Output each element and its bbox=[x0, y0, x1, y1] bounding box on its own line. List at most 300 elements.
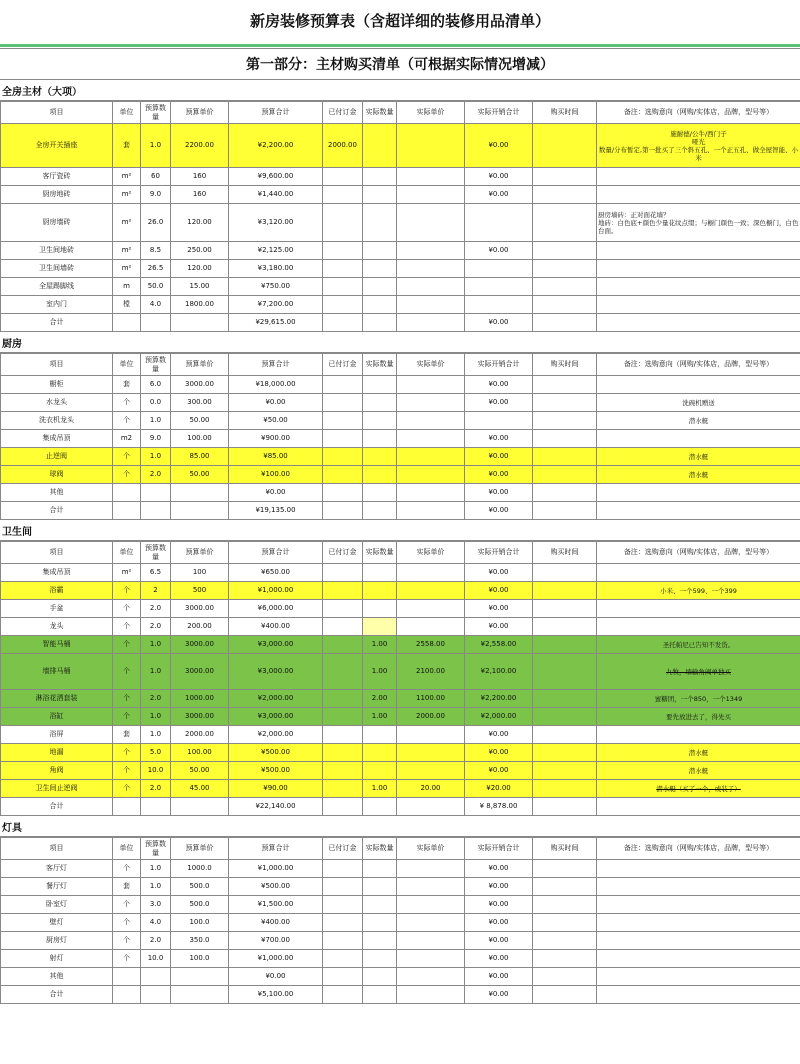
cell-purchase-time[interactable] bbox=[533, 600, 597, 618]
cell-actual-qty[interactable] bbox=[363, 744, 397, 762]
cell-unit[interactable]: 个 bbox=[113, 932, 141, 950]
cell-note[interactable] bbox=[597, 278, 800, 296]
cell-item[interactable]: 合计 bbox=[1, 798, 113, 816]
cell-actual-qty[interactable]: 1.00 bbox=[363, 636, 397, 654]
cell-actual-price[interactable] bbox=[397, 260, 465, 278]
cell-budget-price[interactable]: 3000.00 bbox=[171, 376, 229, 394]
cell-actual-price[interactable] bbox=[397, 950, 465, 968]
cell-actual-total[interactable]: ¥0.00 bbox=[465, 878, 533, 896]
cell-actual-total[interactable]: ¥0.00 bbox=[465, 564, 533, 582]
cell-item[interactable]: 墙排马桶 bbox=[1, 654, 113, 690]
cell-unit[interactable]: 个 bbox=[113, 636, 141, 654]
cell-unit[interactable]: 个 bbox=[113, 914, 141, 932]
cell-unit[interactable]: 个 bbox=[113, 582, 141, 600]
cell-actual-total[interactable]: ¥0.00 bbox=[465, 502, 533, 520]
cell-budget-price[interactable]: 500.0 bbox=[171, 896, 229, 914]
cell-actual-total[interactable]: ¥2,200.00 bbox=[465, 690, 533, 708]
cell-actual-qty[interactable] bbox=[363, 502, 397, 520]
cell-note[interactable] bbox=[597, 600, 800, 618]
cell-unit[interactable]: m² bbox=[113, 168, 141, 186]
cell-budget-qty[interactable]: 8.5 bbox=[141, 242, 171, 260]
cell-actual-total[interactable]: ¥0.00 bbox=[465, 168, 533, 186]
cell-deposit[interactable] bbox=[323, 260, 363, 278]
cell-budget-price[interactable] bbox=[171, 314, 229, 332]
cell-item[interactable]: 橱柜 bbox=[1, 376, 113, 394]
cell-item[interactable]: 射灯 bbox=[1, 950, 113, 968]
cell-unit[interactable]: 个 bbox=[113, 950, 141, 968]
cell-purchase-time[interactable] bbox=[533, 314, 597, 332]
cell-unit[interactable]: 个 bbox=[113, 690, 141, 708]
cell-actual-total[interactable]: ¥0.00 bbox=[465, 932, 533, 950]
cell-item[interactable]: 集成吊顶 bbox=[1, 564, 113, 582]
cell-budget-qty[interactable]: 9.0 bbox=[141, 430, 171, 448]
cell-actual-qty[interactable] bbox=[363, 950, 397, 968]
cell-budget-qty[interactable]: 2.0 bbox=[141, 618, 171, 636]
cell-purchase-time[interactable] bbox=[533, 582, 597, 600]
cell-actual-qty[interactable] bbox=[363, 914, 397, 932]
cell-unit[interactable]: 樘 bbox=[113, 296, 141, 314]
cell-actual-price[interactable] bbox=[397, 448, 465, 466]
cell-actual-total[interactable]: ¥0.00 bbox=[465, 466, 533, 484]
cell-item[interactable]: 室内门 bbox=[1, 296, 113, 314]
cell-actual-qty[interactable] bbox=[363, 798, 397, 816]
cell-actual-qty[interactable] bbox=[363, 430, 397, 448]
cell-budget-total[interactable]: ¥0.00 bbox=[229, 484, 323, 502]
cell-note[interactable] bbox=[597, 986, 800, 1004]
cell-deposit[interactable] bbox=[323, 932, 363, 950]
cell-purchase-time[interactable] bbox=[533, 448, 597, 466]
cell-actual-qty[interactable]: 1.00 bbox=[363, 708, 397, 726]
cell-actual-price[interactable] bbox=[397, 744, 465, 762]
cell-purchase-time[interactable] bbox=[533, 278, 597, 296]
cell-budget-total[interactable]: ¥1,000.00 bbox=[229, 582, 323, 600]
cell-item[interactable]: 厨房墙砖 bbox=[1, 204, 113, 242]
cell-budget-qty[interactable]: 10.0 bbox=[141, 762, 171, 780]
cell-budget-qty[interactable]: 6.0 bbox=[141, 376, 171, 394]
cell-item[interactable]: 水龙头 bbox=[1, 394, 113, 412]
cell-budget-price[interactable]: 45.00 bbox=[171, 780, 229, 798]
cell-actual-price[interactable] bbox=[397, 168, 465, 186]
cell-budget-price[interactable]: 100 bbox=[171, 564, 229, 582]
cell-unit[interactable] bbox=[113, 484, 141, 502]
cell-unit[interactable]: m² bbox=[113, 186, 141, 204]
cell-actual-total[interactable] bbox=[465, 296, 533, 314]
cell-item[interactable]: 壁灯 bbox=[1, 914, 113, 932]
cell-deposit[interactable] bbox=[323, 314, 363, 332]
cell-budget-qty[interactable]: 1.0 bbox=[141, 654, 171, 690]
cell-budget-qty[interactable]: 0.0 bbox=[141, 394, 171, 412]
cell-actual-total[interactable]: ¥ 8,878.00 bbox=[465, 798, 533, 816]
cell-actual-qty[interactable] bbox=[363, 376, 397, 394]
cell-budget-total[interactable]: ¥6,000.00 bbox=[229, 600, 323, 618]
cell-budget-price[interactable]: 160 bbox=[171, 186, 229, 204]
cell-budget-total[interactable]: ¥18,000.00 bbox=[229, 376, 323, 394]
cell-unit[interactable]: 套 bbox=[113, 726, 141, 744]
cell-budget-total[interactable]: ¥700.00 bbox=[229, 932, 323, 950]
cell-budget-qty[interactable]: 1.0 bbox=[141, 708, 171, 726]
cell-purchase-time[interactable] bbox=[533, 168, 597, 186]
cell-purchase-time[interactable] bbox=[533, 564, 597, 582]
cell-actual-price[interactable]: 20.00 bbox=[397, 780, 465, 798]
cell-deposit[interactable] bbox=[323, 896, 363, 914]
cell-purchase-time[interactable] bbox=[533, 260, 597, 278]
cell-budget-total[interactable]: ¥3,000.00 bbox=[229, 654, 323, 690]
cell-item[interactable]: 厨房灯 bbox=[1, 932, 113, 950]
cell-actual-total[interactable] bbox=[465, 260, 533, 278]
cell-actual-total[interactable] bbox=[465, 204, 533, 242]
cell-purchase-time[interactable] bbox=[533, 242, 597, 260]
cell-deposit[interactable] bbox=[323, 986, 363, 1004]
cell-budget-qty[interactable]: 2.0 bbox=[141, 600, 171, 618]
cell-unit[interactable]: m2 bbox=[113, 430, 141, 448]
cell-budget-total[interactable]: ¥500.00 bbox=[229, 744, 323, 762]
cell-deposit[interactable]: 2000.00 bbox=[323, 124, 363, 168]
cell-budget-price[interactable] bbox=[171, 798, 229, 816]
cell-deposit[interactable] bbox=[323, 466, 363, 484]
cell-budget-price[interactable]: 15.00 bbox=[171, 278, 229, 296]
cell-item[interactable]: 龙头 bbox=[1, 618, 113, 636]
cell-budget-qty[interactable]: 3.0 bbox=[141, 896, 171, 914]
cell-budget-qty[interactable]: 5.0 bbox=[141, 744, 171, 762]
cell-actual-total[interactable]: ¥0.00 bbox=[465, 600, 533, 618]
cell-purchase-time[interactable] bbox=[533, 968, 597, 986]
cell-note[interactable]: 蜜糖团，一个850，一个1349 bbox=[597, 690, 800, 708]
cell-budget-total[interactable]: ¥50.00 bbox=[229, 412, 323, 430]
cell-budget-qty[interactable] bbox=[141, 502, 171, 520]
cell-budget-total[interactable]: ¥500.00 bbox=[229, 762, 323, 780]
cell-actual-total[interactable] bbox=[465, 278, 533, 296]
cell-budget-total[interactable]: ¥100.00 bbox=[229, 466, 323, 484]
cell-budget-qty[interactable] bbox=[141, 798, 171, 816]
cell-actual-price[interactable] bbox=[397, 124, 465, 168]
cell-item[interactable]: 合计 bbox=[1, 986, 113, 1004]
cell-note[interactable] bbox=[597, 726, 800, 744]
cell-unit[interactable]: 个 bbox=[113, 412, 141, 430]
cell-purchase-time[interactable] bbox=[533, 484, 597, 502]
cell-purchase-time[interactable] bbox=[533, 502, 597, 520]
cell-note[interactable] bbox=[597, 314, 800, 332]
cell-budget-qty[interactable]: 1.0 bbox=[141, 878, 171, 896]
cell-note[interactable] bbox=[597, 950, 800, 968]
cell-item[interactable]: 厨房地砖 bbox=[1, 186, 113, 204]
cell-budget-total[interactable]: ¥2,000.00 bbox=[229, 690, 323, 708]
cell-purchase-time[interactable] bbox=[533, 618, 597, 636]
cell-item[interactable]: 卫生间止逆阀 bbox=[1, 780, 113, 798]
cell-budget-qty[interactable]: 2.0 bbox=[141, 932, 171, 950]
cell-budget-price[interactable]: 85.00 bbox=[171, 448, 229, 466]
cell-actual-price[interactable] bbox=[397, 430, 465, 448]
cell-actual-qty[interactable] bbox=[363, 618, 397, 636]
cell-budget-price[interactable] bbox=[171, 968, 229, 986]
cell-purchase-time[interactable] bbox=[533, 896, 597, 914]
cell-unit[interactable]: 套 bbox=[113, 878, 141, 896]
cell-actual-total[interactable]: ¥2,000.00 bbox=[465, 708, 533, 726]
cell-note[interactable] bbox=[597, 968, 800, 986]
cell-budget-qty[interactable]: 2.0 bbox=[141, 780, 171, 798]
cell-purchase-time[interactable] bbox=[533, 726, 597, 744]
cell-actual-qty[interactable]: 1.00 bbox=[363, 654, 397, 690]
cell-budget-qty[interactable]: 4.0 bbox=[141, 296, 171, 314]
cell-deposit[interactable] bbox=[323, 186, 363, 204]
cell-budget-qty[interactable] bbox=[141, 314, 171, 332]
cell-unit[interactable]: 个 bbox=[113, 448, 141, 466]
cell-purchase-time[interactable] bbox=[533, 394, 597, 412]
cell-budget-total[interactable]: ¥7,200.00 bbox=[229, 296, 323, 314]
cell-actual-total[interactable]: ¥2,100.00 bbox=[465, 654, 533, 690]
cell-actual-total[interactable]: ¥0.00 bbox=[465, 394, 533, 412]
cell-actual-qty[interactable] bbox=[363, 168, 397, 186]
cell-budget-qty[interactable]: 26.5 bbox=[141, 260, 171, 278]
cell-actual-price[interactable]: 2558.00 bbox=[397, 636, 465, 654]
cell-deposit[interactable] bbox=[323, 726, 363, 744]
cell-budget-price[interactable]: 1000.00 bbox=[171, 690, 229, 708]
cell-budget-total[interactable]: ¥900.00 bbox=[229, 430, 323, 448]
cell-unit[interactable]: m² bbox=[113, 242, 141, 260]
cell-actual-price[interactable] bbox=[397, 618, 465, 636]
cell-purchase-time[interactable] bbox=[533, 798, 597, 816]
cell-note[interactable]: 洗碗机赠送 bbox=[597, 394, 800, 412]
cell-budget-total[interactable]: ¥2,200.00 bbox=[229, 124, 323, 168]
cell-actual-price[interactable]: 2000.00 bbox=[397, 708, 465, 726]
cell-purchase-time[interactable] bbox=[533, 466, 597, 484]
cell-actual-qty[interactable] bbox=[363, 582, 397, 600]
cell-deposit[interactable] bbox=[323, 600, 363, 618]
cell-purchase-time[interactable] bbox=[533, 636, 597, 654]
cell-actual-price[interactable] bbox=[397, 762, 465, 780]
cell-actual-qty[interactable] bbox=[363, 986, 397, 1004]
cell-actual-qty[interactable] bbox=[363, 204, 397, 242]
cell-purchase-time[interactable] bbox=[533, 376, 597, 394]
cell-budget-total[interactable]: ¥19,135.00 bbox=[229, 502, 323, 520]
cell-budget-price[interactable]: 350.0 bbox=[171, 932, 229, 950]
cell-actual-qty[interactable] bbox=[363, 896, 397, 914]
cell-actual-price[interactable] bbox=[397, 278, 465, 296]
cell-actual-price[interactable] bbox=[397, 204, 465, 242]
cell-actual-total[interactable]: ¥0.00 bbox=[465, 242, 533, 260]
cell-note[interactable]: 潜水艇 bbox=[597, 448, 800, 466]
cell-budget-qty[interactable]: 9.0 bbox=[141, 186, 171, 204]
cell-item[interactable]: 手盆 bbox=[1, 600, 113, 618]
cell-item[interactable]: 淋浴花洒套装 bbox=[1, 690, 113, 708]
cell-purchase-time[interactable] bbox=[533, 986, 597, 1004]
cell-actual-price[interactable] bbox=[397, 394, 465, 412]
cell-actual-price[interactable] bbox=[397, 242, 465, 260]
cell-deposit[interactable] bbox=[323, 636, 363, 654]
cell-deposit[interactable] bbox=[323, 762, 363, 780]
cell-budget-qty[interactable]: 1.0 bbox=[141, 448, 171, 466]
cell-unit[interactable]: 个 bbox=[113, 762, 141, 780]
cell-budget-price[interactable]: 3000.00 bbox=[171, 600, 229, 618]
cell-budget-total[interactable]: ¥85.00 bbox=[229, 448, 323, 466]
cell-budget-qty[interactable]: 1.0 bbox=[141, 636, 171, 654]
cell-actual-total[interactable]: ¥0.00 bbox=[465, 762, 533, 780]
cell-unit[interactable]: 个 bbox=[113, 466, 141, 484]
cell-actual-qty[interactable] bbox=[363, 484, 397, 502]
cell-budget-price[interactable]: 120.00 bbox=[171, 260, 229, 278]
cell-budget-total[interactable]: ¥9,600.00 bbox=[229, 168, 323, 186]
cell-budget-price[interactable]: 1800.00 bbox=[171, 296, 229, 314]
cell-deposit[interactable] bbox=[323, 394, 363, 412]
cell-budget-price[interactable]: 120.00 bbox=[171, 204, 229, 242]
cell-actual-price[interactable] bbox=[397, 296, 465, 314]
cell-budget-total[interactable]: ¥1,440.00 bbox=[229, 186, 323, 204]
cell-note[interactable] bbox=[597, 296, 800, 314]
cell-item[interactable]: 卫生间墙砖 bbox=[1, 260, 113, 278]
cell-deposit[interactable] bbox=[323, 278, 363, 296]
cell-note[interactable]: 圣托帕尼已告知不发货。 bbox=[597, 636, 800, 654]
cell-note[interactable]: 潜水艇 bbox=[597, 762, 800, 780]
cell-deposit[interactable] bbox=[323, 914, 363, 932]
cell-budget-price[interactable] bbox=[171, 502, 229, 520]
cell-deposit[interactable] bbox=[323, 654, 363, 690]
cell-actual-total[interactable]: ¥0.00 bbox=[465, 376, 533, 394]
cell-note[interactable]: 九牧，墙输角阀单独买 bbox=[597, 654, 800, 690]
cell-deposit[interactable] bbox=[323, 950, 363, 968]
cell-actual-total[interactable]: ¥0.00 bbox=[465, 124, 533, 168]
cell-budget-price[interactable]: 200.00 bbox=[171, 618, 229, 636]
cell-budget-qty[interactable]: 6.5 bbox=[141, 564, 171, 582]
cell-budget-qty[interactable]: 1.0 bbox=[141, 726, 171, 744]
cell-actual-qty[interactable] bbox=[363, 466, 397, 484]
cell-actual-qty[interactable] bbox=[363, 412, 397, 430]
cell-actual-qty[interactable] bbox=[363, 186, 397, 204]
cell-deposit[interactable] bbox=[323, 708, 363, 726]
cell-budget-qty[interactable]: 2.0 bbox=[141, 466, 171, 484]
cell-budget-total[interactable]: ¥400.00 bbox=[229, 618, 323, 636]
cell-deposit[interactable] bbox=[323, 690, 363, 708]
cell-note[interactable]: 潜水艇 bbox=[597, 412, 800, 430]
cell-budget-price[interactable]: 100.00 bbox=[171, 430, 229, 448]
cell-note[interactable] bbox=[597, 860, 800, 878]
cell-budget-price[interactable] bbox=[171, 484, 229, 502]
cell-actual-total[interactable] bbox=[465, 412, 533, 430]
cell-budget-price[interactable]: 300.00 bbox=[171, 394, 229, 412]
cell-budget-price[interactable]: 160 bbox=[171, 168, 229, 186]
cell-budget-price[interactable]: 3000.00 bbox=[171, 708, 229, 726]
cell-unit[interactable] bbox=[113, 314, 141, 332]
cell-actual-qty[interactable] bbox=[363, 278, 397, 296]
cell-note[interactable]: 潜水艇（买了一个，或装了） bbox=[597, 780, 800, 798]
cell-item[interactable]: 角阀 bbox=[1, 762, 113, 780]
cell-actual-total[interactable]: ¥0.00 bbox=[465, 744, 533, 762]
cell-deposit[interactable] bbox=[323, 430, 363, 448]
cell-actual-price[interactable]: 2100.00 bbox=[397, 654, 465, 690]
cell-actual-total[interactable]: ¥0.00 bbox=[465, 896, 533, 914]
cell-actual-total[interactable]: ¥2,558.00 bbox=[465, 636, 533, 654]
cell-deposit[interactable] bbox=[323, 564, 363, 582]
cell-actual-total[interactable]: ¥0.00 bbox=[465, 314, 533, 332]
cell-actual-price[interactable] bbox=[397, 726, 465, 744]
cell-item[interactable]: 其他 bbox=[1, 484, 113, 502]
cell-actual-price[interactable] bbox=[397, 186, 465, 204]
cell-item[interactable]: 智能马桶 bbox=[1, 636, 113, 654]
cell-item[interactable]: 浴霸 bbox=[1, 582, 113, 600]
cell-actual-total[interactable]: ¥0.00 bbox=[465, 950, 533, 968]
cell-unit[interactable]: 个 bbox=[113, 394, 141, 412]
cell-note[interactable] bbox=[597, 878, 800, 896]
cell-budget-qty[interactable]: 1.0 bbox=[141, 860, 171, 878]
cell-item[interactable]: 地漏 bbox=[1, 744, 113, 762]
cell-budget-price[interactable]: 250.00 bbox=[171, 242, 229, 260]
cell-deposit[interactable] bbox=[323, 204, 363, 242]
cell-actual-price[interactable] bbox=[397, 878, 465, 896]
cell-budget-qty[interactable]: 2 bbox=[141, 582, 171, 600]
cell-item[interactable]: 其他 bbox=[1, 968, 113, 986]
cell-budget-price[interactable]: 50.00 bbox=[171, 466, 229, 484]
cell-purchase-time[interactable] bbox=[533, 690, 597, 708]
cell-budget-qty[interactable]: 1.0 bbox=[141, 124, 171, 168]
cell-purchase-time[interactable] bbox=[533, 186, 597, 204]
cell-note[interactable]: 小米、一个599、一个399 bbox=[597, 582, 800, 600]
cell-budget-price[interactable]: 3000.00 bbox=[171, 654, 229, 690]
cell-budget-total[interactable]: ¥0.00 bbox=[229, 968, 323, 986]
cell-actual-price[interactable] bbox=[397, 860, 465, 878]
cell-unit[interactable]: m² bbox=[113, 204, 141, 242]
cell-deposit[interactable] bbox=[323, 168, 363, 186]
cell-purchase-time[interactable] bbox=[533, 744, 597, 762]
cell-actual-total[interactable]: ¥0.00 bbox=[465, 430, 533, 448]
cell-budget-total[interactable]: ¥3,180.00 bbox=[229, 260, 323, 278]
cell-deposit[interactable] bbox=[323, 296, 363, 314]
cell-deposit[interactable] bbox=[323, 448, 363, 466]
cell-budget-price[interactable]: 100.00 bbox=[171, 744, 229, 762]
cell-actual-qty[interactable] bbox=[363, 260, 397, 278]
cell-unit[interactable]: m bbox=[113, 278, 141, 296]
cell-unit[interactable]: 个 bbox=[113, 600, 141, 618]
cell-item[interactable]: 合计 bbox=[1, 314, 113, 332]
cell-note[interactable]: 潜水艇 bbox=[597, 744, 800, 762]
cell-actual-qty[interactable] bbox=[363, 448, 397, 466]
cell-deposit[interactable] bbox=[323, 860, 363, 878]
cell-deposit[interactable] bbox=[323, 744, 363, 762]
cell-actual-total[interactable]: ¥0.00 bbox=[465, 448, 533, 466]
cell-actual-qty[interactable] bbox=[363, 860, 397, 878]
cell-deposit[interactable] bbox=[323, 242, 363, 260]
cell-actual-total[interactable]: ¥0.00 bbox=[465, 186, 533, 204]
cell-actual-price[interactable]: 1100.00 bbox=[397, 690, 465, 708]
cell-budget-price[interactable]: 1000.0 bbox=[171, 860, 229, 878]
cell-deposit[interactable] bbox=[323, 376, 363, 394]
cell-item[interactable]: 洗衣机龙头 bbox=[1, 412, 113, 430]
cell-budget-price[interactable]: 50.00 bbox=[171, 412, 229, 430]
cell-unit[interactable] bbox=[113, 798, 141, 816]
cell-note[interactable] bbox=[597, 430, 800, 448]
cell-actual-price[interactable] bbox=[397, 412, 465, 430]
cell-budget-total[interactable]: ¥750.00 bbox=[229, 278, 323, 296]
cell-actual-price[interactable] bbox=[397, 932, 465, 950]
cell-purchase-time[interactable] bbox=[533, 860, 597, 878]
cell-note[interactable] bbox=[597, 260, 800, 278]
cell-unit[interactable]: 个 bbox=[113, 780, 141, 798]
cell-item[interactable]: 浴缸 bbox=[1, 708, 113, 726]
cell-actual-total[interactable]: ¥0.00 bbox=[465, 968, 533, 986]
cell-note[interactable] bbox=[597, 186, 800, 204]
cell-budget-total[interactable]: ¥0.00 bbox=[229, 394, 323, 412]
cell-note[interactable] bbox=[597, 932, 800, 950]
cell-budget-total[interactable]: ¥90.00 bbox=[229, 780, 323, 798]
cell-actual-total[interactable]: ¥0.00 bbox=[465, 860, 533, 878]
cell-item[interactable]: 全房开关插座 bbox=[1, 124, 113, 168]
cell-actual-price[interactable] bbox=[397, 502, 465, 520]
cell-budget-price[interactable]: 2000.00 bbox=[171, 726, 229, 744]
cell-actual-qty[interactable] bbox=[363, 600, 397, 618]
cell-actual-qty[interactable]: 2.00 bbox=[363, 690, 397, 708]
cell-deposit[interactable] bbox=[323, 412, 363, 430]
cell-actual-price[interactable] bbox=[397, 600, 465, 618]
cell-actual-qty[interactable] bbox=[363, 242, 397, 260]
cell-budget-price[interactable]: 2200.00 bbox=[171, 124, 229, 168]
cell-actual-total[interactable]: ¥0.00 bbox=[465, 582, 533, 600]
